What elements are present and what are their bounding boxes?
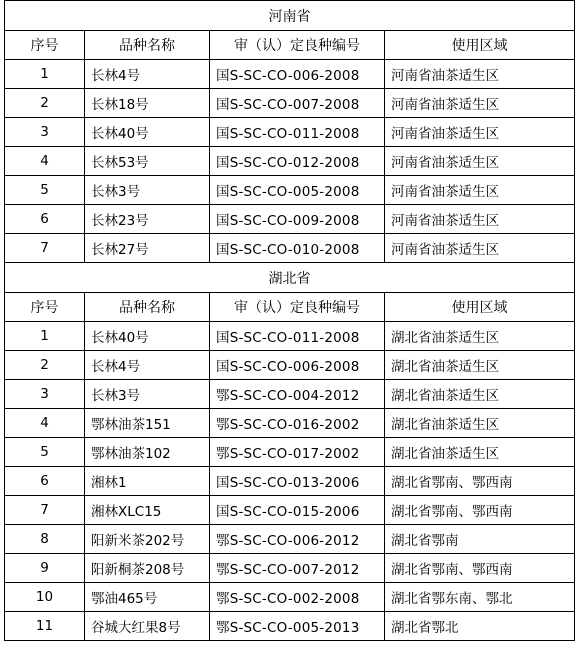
table-row: [5, 612, 575, 641]
table-row: [5, 322, 575, 351]
variety-name: 阳新米茶202号: [85, 525, 210, 554]
approval-code: 国S-SC-CO-012-2008: [210, 147, 385, 176]
column-header: 审（认）定良种编号: [210, 31, 385, 60]
table-row: [5, 60, 575, 89]
usage-area: 湖北省鄂南: [385, 525, 575, 554]
table-row: [5, 147, 575, 176]
row-number: 10: [5, 583, 85, 612]
row-number: 11: [5, 612, 85, 641]
table-row: [5, 496, 575, 525]
row-number: 2: [5, 351, 85, 380]
approval-code: 国S-SC-CO-011-2008: [210, 118, 385, 147]
variety-name: 长林53号: [85, 147, 210, 176]
column-header: 序号: [5, 293, 85, 322]
approval-code: 鄂S-SC-CO-016-2002: [210, 409, 385, 438]
variety-name: 湘林1: [85, 467, 210, 496]
table-row: [5, 89, 575, 118]
column-header: 审（认）定良种编号: [210, 293, 385, 322]
approval-code: 国S-SC-CO-009-2008: [210, 205, 385, 234]
variety-name: 长林4号: [85, 60, 210, 89]
variety-name: 阳新桐茶208号: [85, 554, 210, 583]
table-row: [5, 176, 575, 205]
usage-area: 湖北省油茶适生区: [385, 380, 575, 409]
table-row: [5, 118, 575, 147]
row-number: 1: [5, 322, 85, 351]
usage-area: 河南省油茶适生区: [385, 176, 575, 205]
row-number: 6: [5, 205, 85, 234]
approval-code: 鄂S-SC-CO-004-2012: [210, 380, 385, 409]
column-header: 品种名称: [85, 293, 210, 322]
row-number: 3: [5, 118, 85, 147]
usage-area: 湖北省鄂南、鄂西南: [385, 496, 575, 525]
variety-table-body: [5, 1, 575, 641]
column-header: 使用区域: [385, 293, 575, 322]
column-header: 品种名称: [85, 31, 210, 60]
approval-code: 鄂S-SC-CO-006-2012: [210, 525, 385, 554]
row-number: 4: [5, 147, 85, 176]
variety-name: 湘林XLC15: [85, 496, 210, 525]
usage-area: 河南省油茶适生区: [385, 89, 575, 118]
usage-area: 湖北省鄂北: [385, 612, 575, 641]
approval-code: 国S-SC-CO-011-2008: [210, 322, 385, 351]
province-title: 河南省: [5, 1, 575, 31]
approval-code: 国S-SC-CO-005-2008: [210, 176, 385, 205]
column-header: 序号: [5, 31, 85, 60]
usage-area: 河南省油茶适生区: [385, 205, 575, 234]
usage-area: 湖北省油茶适生区: [385, 322, 575, 351]
table-row: [5, 438, 575, 467]
approval-code: 国S-SC-CO-007-2008: [210, 89, 385, 118]
approval-code: 鄂S-SC-CO-007-2012: [210, 554, 385, 583]
table-row: [5, 234, 575, 263]
usage-area: 湖北省鄂南、鄂西南: [385, 467, 575, 496]
row-number: 9: [5, 554, 85, 583]
province-title: 湖北省: [5, 263, 575, 293]
header-row: [5, 293, 575, 322]
variety-name: 鄂油465号: [85, 583, 210, 612]
usage-area: 湖北省鄂东南、鄂北: [385, 583, 575, 612]
header-row: [5, 31, 575, 60]
variety-name: 谷城大红果8号: [85, 612, 210, 641]
approval-code: 国S-SC-CO-006-2008: [210, 60, 385, 89]
variety-name: 鄂林油茶151: [85, 409, 210, 438]
table-row: [5, 351, 575, 380]
row-number: 8: [5, 525, 85, 554]
table-row: [5, 467, 575, 496]
approval-code: 鄂S-SC-CO-005-2013: [210, 612, 385, 641]
province-row: [5, 1, 575, 31]
usage-area: 河南省油茶适生区: [385, 234, 575, 263]
column-header: 使用区域: [385, 31, 575, 60]
variety-name: 长林23号: [85, 205, 210, 234]
usage-area: 湖北省油茶适生区: [385, 409, 575, 438]
usage-area: 河南省油茶适生区: [385, 60, 575, 89]
approval-code: 国S-SC-CO-010-2008: [210, 234, 385, 263]
variety-name: 长林4号: [85, 351, 210, 380]
table-row: [5, 583, 575, 612]
approval-code: 鄂S-SC-CO-002-2008: [210, 583, 385, 612]
usage-area: 河南省油茶适生区: [385, 147, 575, 176]
approval-code: 国S-SC-CO-006-2008: [210, 351, 385, 380]
usage-area: 湖北省油茶适生区: [385, 351, 575, 380]
row-number: 5: [5, 176, 85, 205]
usage-area: 河南省油茶适生区: [385, 118, 575, 147]
province-row: [5, 263, 575, 293]
variety-table: [4, 0, 575, 641]
row-number: 5: [5, 438, 85, 467]
table-row: [5, 380, 575, 409]
variety-name: 鄂林油茶102: [85, 438, 210, 467]
variety-name: 长林40号: [85, 118, 210, 147]
table-row: [5, 205, 575, 234]
row-number: 1: [5, 60, 85, 89]
table-row: [5, 554, 575, 583]
table-row: [5, 409, 575, 438]
variety-name: 长林3号: [85, 176, 210, 205]
variety-name: 长林18号: [85, 89, 210, 118]
variety-name: 长林3号: [85, 380, 210, 409]
row-number: 7: [5, 496, 85, 525]
row-number: 6: [5, 467, 85, 496]
row-number: 2: [5, 89, 85, 118]
table-row: [5, 525, 575, 554]
approval-code: 国S-SC-CO-013-2006: [210, 467, 385, 496]
approval-code: 鄂S-SC-CO-017-2002: [210, 438, 385, 467]
row-number: 4: [5, 409, 85, 438]
row-number: 3: [5, 380, 85, 409]
row-number: 7: [5, 234, 85, 263]
variety-name: 长林40号: [85, 322, 210, 351]
variety-name: 长林27号: [85, 234, 210, 263]
approval-code: 国S-SC-CO-015-2006: [210, 496, 385, 525]
usage-area: 湖北省油茶适生区: [385, 438, 575, 467]
usage-area: 湖北省鄂南、鄂西南: [385, 554, 575, 583]
